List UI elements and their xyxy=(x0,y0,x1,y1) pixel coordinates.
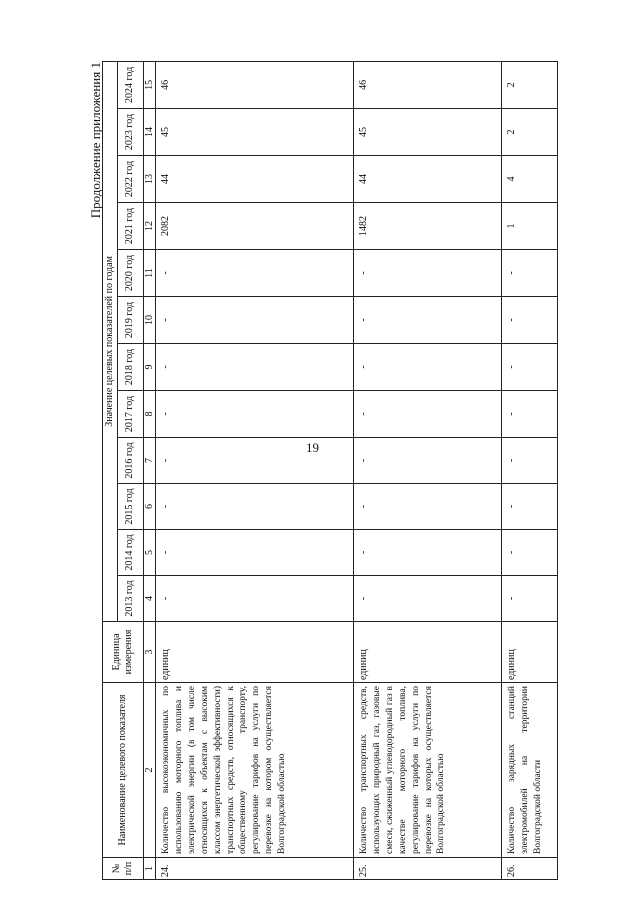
indicator-name: Количество высокоэкономичных по использованию моторного топлива и электрической энергии (в том числе относящихся к объектам с высоким классом энергетической эффективности) транспортных средств, относящихся к общественному транспорту, регулирование тарифов на услуги по перевозке на котором осуществляется Волгоградской областью xyxy=(156,683,354,858)
indicator-name: Количество транспортных средств, использующих природный газ, газовые смеси, сжиженный углеводородный газ в качестве моторного топлива, регулирование тарифов на услуги по перевозке на которых осуществляется Волгоградской областью xyxy=(354,683,502,858)
value-cell: - xyxy=(156,530,354,576)
value-cell: 2 xyxy=(502,61,558,108)
value-cell: - xyxy=(502,344,558,391)
value-cell: - xyxy=(502,438,558,484)
value-cell: - xyxy=(354,344,502,391)
value-cell: 46 xyxy=(156,61,354,108)
value-cell: - xyxy=(156,391,354,438)
rotated-page-content xyxy=(88,62,543,880)
value-cell: 1 xyxy=(502,203,558,250)
page-number: 19 xyxy=(306,440,319,455)
header-year: 2024 год xyxy=(117,61,143,108)
value-cell: - xyxy=(156,484,354,530)
unit-cell: единиц xyxy=(354,622,502,683)
header-year: 2014 год xyxy=(117,530,143,576)
value-cell: - xyxy=(502,530,558,576)
header-year: 2022 год xyxy=(117,156,143,203)
column-number: 5 xyxy=(143,530,156,576)
value-cell: - xyxy=(156,297,354,344)
indicator-name: Количество зарядных станций электромобилей на территории Волгоградской области xyxy=(502,683,558,858)
value-cell: - xyxy=(502,297,558,344)
header-values-group: Значение целевых показателей по годам xyxy=(103,61,118,621)
header-year: 2013 год xyxy=(117,576,143,622)
column-number: 13 xyxy=(143,156,156,203)
value-cell: - xyxy=(354,530,502,576)
value-cell: - xyxy=(354,391,502,438)
value-cell: - xyxy=(354,576,502,622)
value-cell: - xyxy=(156,344,354,391)
value-cell: - xyxy=(502,391,558,438)
value-cell: 45 xyxy=(156,109,354,156)
column-number: 3 xyxy=(143,622,156,683)
value-cell: - xyxy=(156,250,354,297)
column-number: 4 xyxy=(143,576,156,622)
column-number: 1 xyxy=(143,858,156,880)
value-cell: 1482 xyxy=(354,203,502,250)
header-year: 2019 год xyxy=(117,297,143,344)
table-row xyxy=(156,61,354,879)
target-indicators-table xyxy=(102,61,558,880)
value-cell: 4 xyxy=(502,156,558,203)
value-cell: - xyxy=(354,250,502,297)
value-cell: - xyxy=(156,576,354,622)
header-year: 2021 год xyxy=(117,203,143,250)
value-cell: 2 xyxy=(502,109,558,156)
unit-cell: единиц xyxy=(156,622,354,683)
header-no: № п/п xyxy=(103,858,144,880)
header-unit: Единица измерения xyxy=(103,622,144,683)
column-number: 2 xyxy=(143,683,156,858)
value-cell: - xyxy=(502,484,558,530)
header-year: 2017 год xyxy=(117,391,143,438)
value-cell: 2082 xyxy=(156,203,354,250)
value-cell: - xyxy=(502,576,558,622)
value-cell: 44 xyxy=(156,156,354,203)
value-cell: - xyxy=(502,250,558,297)
value-cell: - xyxy=(354,484,502,530)
row-number: 26. xyxy=(502,858,558,880)
row-number: 24. xyxy=(156,858,354,880)
row-number: 25. xyxy=(354,858,502,880)
column-number: 10 xyxy=(143,297,156,344)
value-cell: 45 xyxy=(354,109,502,156)
value-cell: - xyxy=(354,438,502,484)
column-number: 12 xyxy=(143,203,156,250)
header-year: 2023 год xyxy=(117,109,143,156)
header-year: 2015 год xyxy=(117,484,143,530)
value-cell: - xyxy=(156,438,354,484)
header-indicator-name: Наименование целевого показателя xyxy=(103,683,144,858)
value-cell: - xyxy=(354,297,502,344)
column-number: 11 xyxy=(143,250,156,297)
column-number: 8 xyxy=(143,391,156,438)
column-number: 6 xyxy=(143,484,156,530)
table-row xyxy=(354,61,502,879)
appendix-caption: Продолжение приложения 1 xyxy=(88,62,103,219)
header-year: 2018 год xyxy=(117,344,143,391)
header-year: 2016 год xyxy=(117,438,143,484)
column-number: 7 xyxy=(143,438,156,484)
column-number: 14 xyxy=(143,109,156,156)
column-number: 9 xyxy=(143,344,156,391)
column-number: 15 xyxy=(143,61,156,108)
unit-cell: единиц xyxy=(502,622,558,683)
table-row xyxy=(502,61,558,879)
header-year: 2020 год xyxy=(117,250,143,297)
value-cell: 44 xyxy=(354,156,502,203)
value-cell: 46 xyxy=(354,61,502,108)
